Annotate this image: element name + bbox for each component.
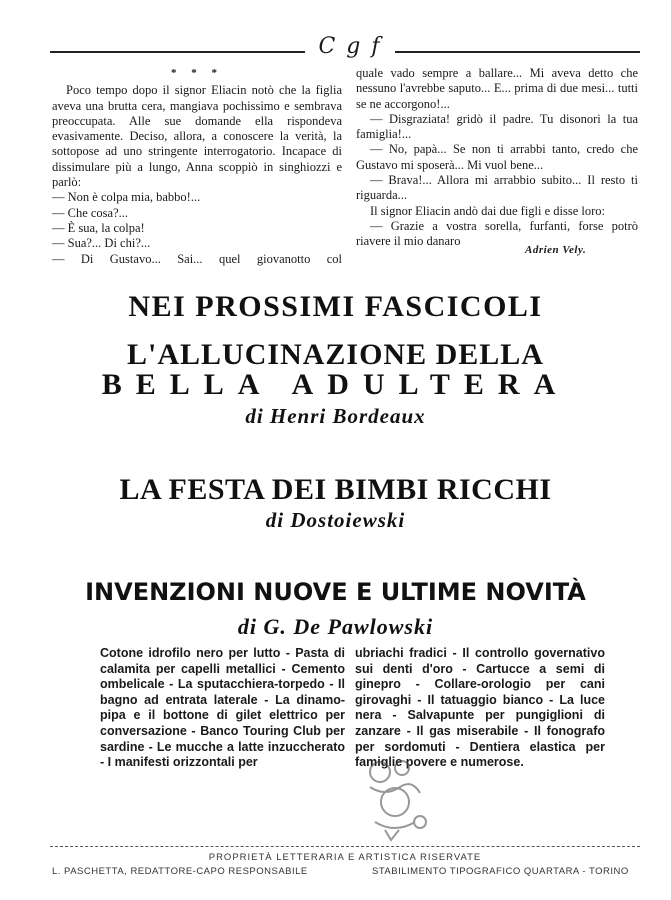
- dialogue-line: — Non è colpa mia, babbo!...: [52, 190, 201, 205]
- book-author-3: di G. De Pawlowski: [237, 614, 434, 639]
- story-paragraph: — No, papà... Se non ti arrabbi tanto, credo che Gustavo mi sposerà... Mi vuol bene...: [356, 142, 638, 172]
- dialogue-line: — È sua, la colpa!: [52, 220, 145, 235]
- story-paragraph: — Grazie a vostra sorella, furfanti, forse potrò riavere il mio danaro: [356, 218, 638, 249]
- book-title-3: INVENZIONI NUOVE E ULTIME NOVITÀ: [85, 578, 586, 606]
- story-paragraph: quale vado sempre a ballare... Mi aveva detto che nessuno l'avrebbe saputo... E... prima di due mesi... tutti se ne accorgono!...: [356, 66, 638, 111]
- announcement-heading: NEI PROSSIMI FASCICOLI: [128, 290, 543, 323]
- story-column-left: [52, 66, 342, 267]
- header-rule-right: [395, 51, 640, 53]
- dialogue-line: — Di Gustavo... Sai... quel giovanotto col: [52, 251, 342, 266]
- book-title-1-line-2: BELLA ADULTERA: [101, 368, 570, 401]
- dialogue-line: — Sua?... Di chi?...: [52, 236, 151, 251]
- story-paragraph: — Disgraziata! gridò il padre. Tu disonori la tua famiglia!...: [356, 111, 638, 142]
- footer-editor: L. PASCHETTA, REDATTORE-CAPO RESPONSABILE: [52, 866, 308, 877]
- inventions-list-left: [100, 646, 345, 771]
- story-paragraph: — Brava!... Allora mi arrabbio subito... Il resto ti riguarda...: [356, 173, 638, 203]
- story-paragraph: Poco tempo dopo il signor Eliacin notò che la figlia aveva una brutta cera, mangiava pochissimo e sembrava preoccupata. Alle sue domande ella rispondeva evasivamente. Deciso, allora, a conoscere la verità, la sottopose ad uno stringente interrogatorio. Incapace di dissimulare più a lungo, Anna scoppiò in singhiozzi e parlò:: [52, 83, 342, 190]
- book-title-2: LA FESTA DEI BIMBI RICCHI: [119, 473, 552, 506]
- footer-printer: STABILIMENTO TIPOGRAFICO QUARTARA - TORINO: [372, 866, 629, 877]
- author-signature: Adrien Vely.: [525, 244, 587, 256]
- inventions-text: ubriachi fradici - Il controllo governativo sui denti d'oro - Cartucce a semi di ginepro - Collare-orologio per cani girovaghi - Il tatuaggio bianco - La luce nera - Salvapunte per pungiglioni di zanzare - Il gas miserabile - Il fonografo per sordomuti - Dentiera elastica per famiglie povere e numerose.: [355, 646, 605, 770]
- footer-rule: [50, 846, 640, 847]
- book-title-1-line-1: L'ALLUCINAZIONE DELLA: [127, 338, 544, 371]
- book-author-2: di Dostoiewski: [265, 508, 406, 532]
- story-column-right: [356, 66, 638, 250]
- story-paragraph: Il signor Eliacin andò dai due figli e disse loro:: [370, 203, 606, 218]
- header-rule: [50, 34, 640, 60]
- library-stamp-icon: [340, 752, 460, 852]
- header-rule-left: [50, 51, 305, 53]
- book-author-1: di Henri Bordeaux: [245, 404, 426, 428]
- section-stars: * * *: [171, 67, 223, 79]
- header-monogram: C g f: [318, 34, 382, 59]
- footer-rights: PROPRIETÀ LETTERARIA E ARTISTICA RISERVATE: [208, 852, 482, 863]
- inventions-text: Cotone idrofilo nero per lutto - Pasta di calamita per capelli metallici - Cemento ombelicale - La sputacchiera-torpedo - Il bagno ad entrata laterale - La dinamo-pipa e il bottone di gilet elettrico per conversazione - Banco Touring Club per sardine - Le mucche a latte inzuccherato - I manifesti orizzontali per: [100, 646, 345, 770]
- dialogue-line: — Che cosa?...: [52, 205, 129, 220]
